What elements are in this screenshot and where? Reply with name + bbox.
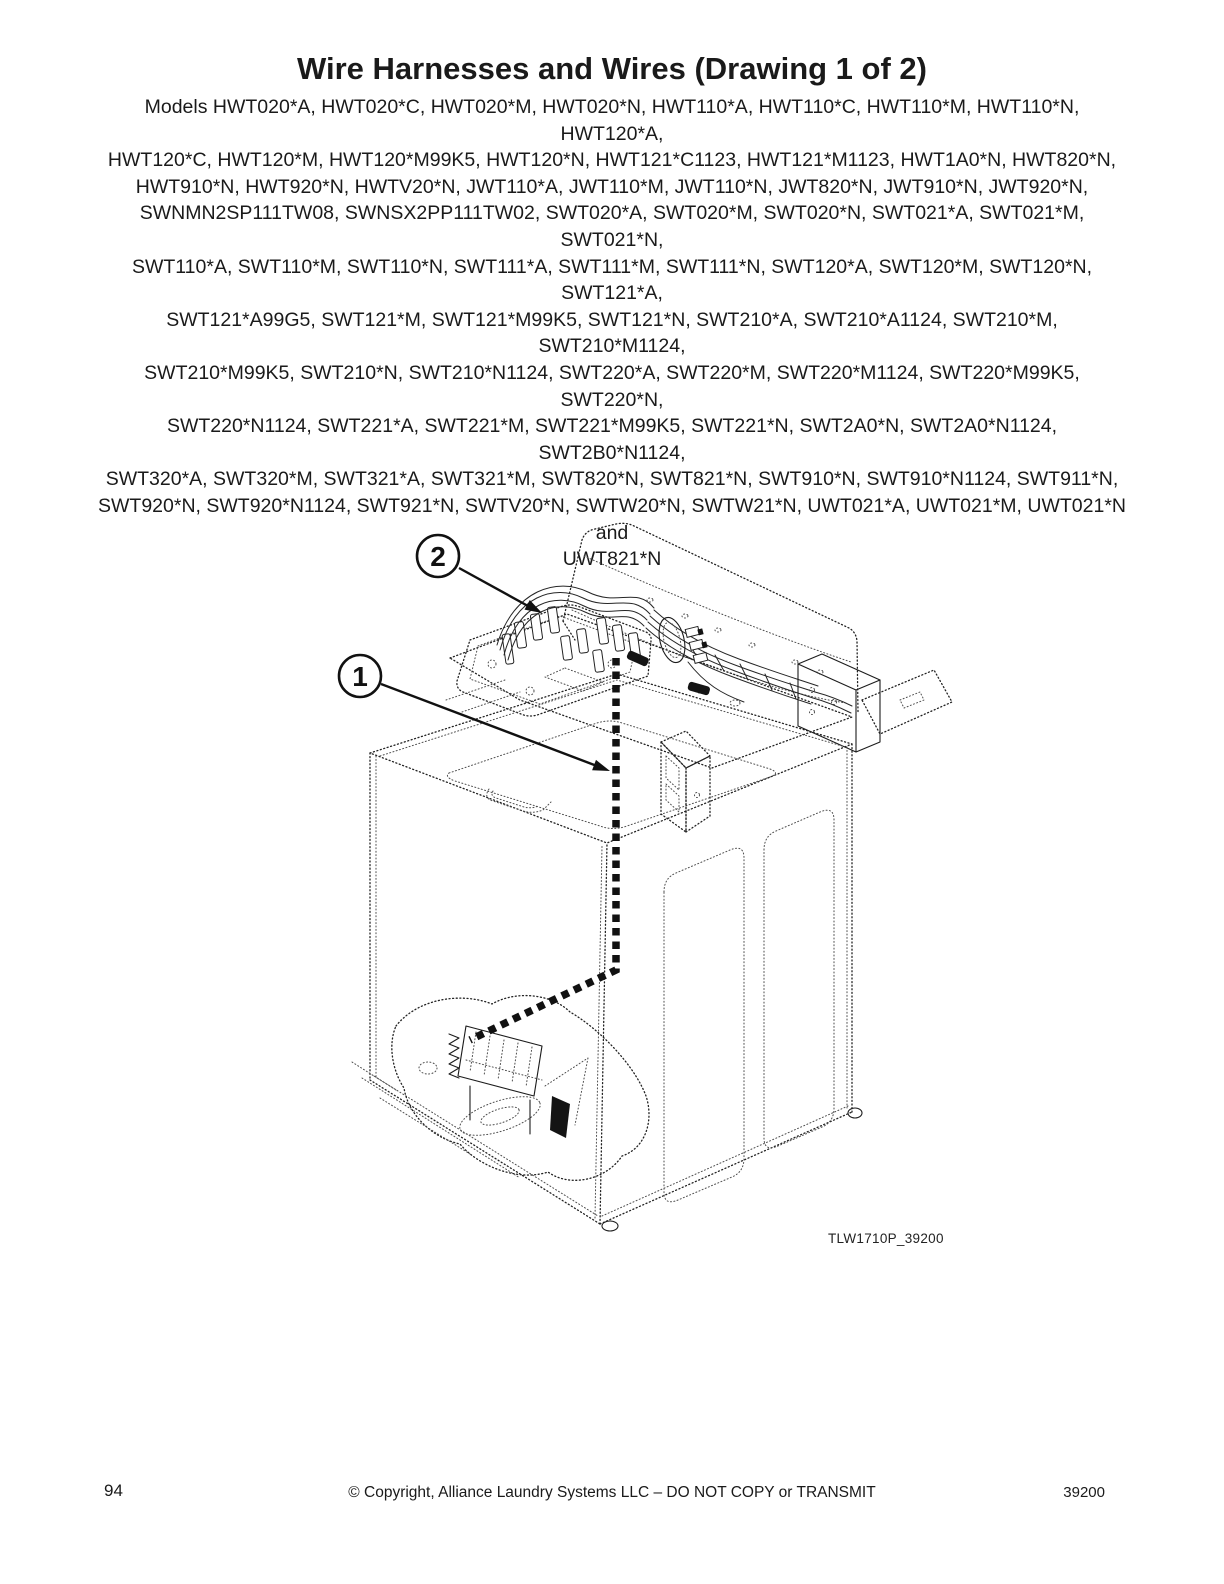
harness-wrap-band (687, 681, 711, 696)
model-list-line: SWNMN2SP111TW08, SWNSX2PP111TW02, SWT020*A, SWT020*M, SWT020*N, SWT021*A, SWT021*M, SWT021*N, (139, 202, 1085, 251)
washer-lid-outline (447, 721, 775, 829)
washer-cabinet-outline (370, 744, 862, 1231)
page-title: Wire Harnesses and Wires (Drawing 1 of 2) (297, 51, 927, 86)
motor-wire-connector (550, 1096, 570, 1138)
leveling-foot (602, 1221, 618, 1231)
page-footer (0, 1481, 1224, 1511)
drive-pulley (455, 1089, 544, 1143)
model-list-line: SWT110*A, SWT110*M, SWT110*N, SWT111*A, SWT111*M, SWT111*N, SWT120*A, SWT120*M, SWT120*N, SWT121*A, (131, 255, 1093, 305)
copyright-text: © Copyright, Alliance Laundry Systems LLC – DO NOT COPY or TRANSMIT (348, 1484, 876, 1501)
callout-1-number: 1 (352, 661, 368, 692)
wire-route-dotted-line (470, 658, 616, 1040)
page-number: 94 (104, 1481, 123, 1500)
model-list-line: UWT821*N (562, 548, 662, 571)
model-list-line: HWT910*N, HWT920*N, HWTV20*N, JWT110*A, JWT110*M, JWT110*N, JWT820*N, JWT910*N, JWT920*N, (135, 175, 1089, 198)
model-list-line: HWT120*C, HWT120*M, HWT120*M99K5, HWT120*N, HWT121*C1123, HWT121*M1123, HWT1A0*N, HWT820*N, (107, 149, 1117, 172)
washer-top-face (370, 674, 852, 843)
dispenser-box (661, 731, 710, 832)
model-list-line: SWT920*N, SWT920*N1124, SWT921*N, SWTV20*N, SWTW20*N, SWTW21*N, UWT021*A, UWT021*M, UWT021*N and (98, 494, 1126, 544)
model-list-line: SWT210*M99K5, SWT210*N, SWT210*N1124, SWT220*A, SWT220*M, SWT220*M1124, SWT220*M99K5, SWT220*N, (144, 361, 1080, 411)
suspension-spring (449, 1034, 459, 1078)
model-list-line: SWT121*A99G5, SWT121*M, SWT121*M99K5, SWT121*N, SWT210*A, SWT210*A1124, SWT210*M, SWT210*M1124, (166, 308, 1058, 358)
callout-2-arrowhead (525, 600, 543, 613)
terminal-block (457, 605, 651, 716)
callout-1 (339, 655, 610, 771)
callout-1-arrowhead (592, 760, 610, 771)
callout-2-number: 2 (430, 541, 446, 572)
control-module-box (798, 654, 880, 752)
side-panel-seam (764, 810, 834, 1148)
model-list-line: SWT220*N1124, SWT221*A, SWT221*M, SWT221*M99K5, SWT221*N, SWT2A0*N, SWT2A0*N1124, SWT2B0*N1124, (166, 415, 1058, 464)
model-list-line: Models HWT020*A, HWT020*C, HWT020*M, HWT020*N, HWT110*A, HWT110*C, HWT110*M, HWT110*N, HWT120*A, (144, 96, 1080, 145)
figure-code: TLW1710P_39200 (828, 1231, 944, 1246)
document-number: 39200 (1063, 1484, 1105, 1501)
side-panel-seam (664, 848, 744, 1202)
washer-wiring-diagram (330, 500, 970, 1270)
lid-handle-recess (487, 789, 551, 812)
model-list-line: SWT320*A, SWT320*M, SWT321*A, SWT321*M, SWT820*N, SWT821*N, SWT910*N, SWT910*N1124, SWT911*N, (105, 468, 1119, 491)
mounting-board (862, 670, 952, 734)
